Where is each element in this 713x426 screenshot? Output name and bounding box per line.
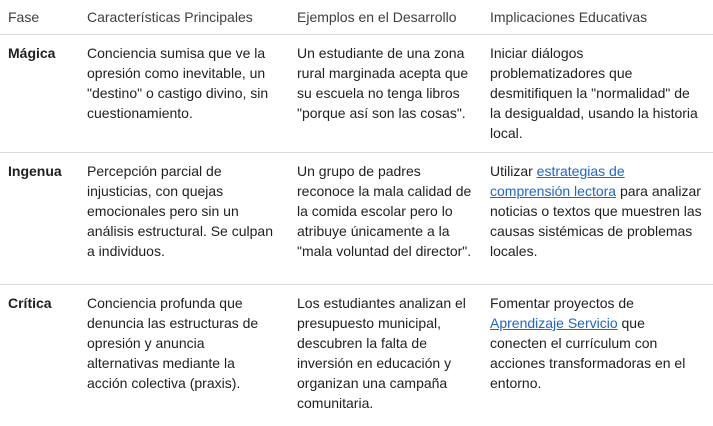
examples-cell: Un estudiante de una zona rural marginada acepta que su escuela no tenga libros "porque así son las cosas".	[297, 45, 469, 121]
header-caracteristicas: Características Principales	[87, 9, 253, 25]
characteristics-cell: Conciencia sumisa que ve la opresión como inevitable, un "destino" o castigo divino, sin cuestionamiento.	[87, 45, 269, 121]
phase-cell: Ingenua	[8, 163, 62, 179]
implications-cell: Iniciar diálogos problematizadores que desmitifiquen la "normalidad" de la desigualdad, usando la historia local.	[490, 45, 698, 141]
table-header-row	[0, 0, 713, 35]
table-row-magica	[0, 34, 713, 153]
phase-cell: Mágica	[8, 45, 56, 61]
characteristics-cell: Conciencia profunda que denuncia las estructuras de opresión y anuncia alternativas mediante la acción colectiva (praxis).	[87, 295, 259, 391]
examples-cell: Los estudiantes analizan el presupuesto municipal, descubren la falta de inversión en educación y organizan una campaña comunitaria.	[297, 295, 466, 411]
header-fase: Fase	[8, 9, 40, 25]
implications-text-before: Utilizar	[490, 163, 537, 179]
table-row-ingenua	[0, 152, 713, 285]
implications-text-after: para analizar noticias o textos que muestren las causas sistémicas de problemas locales.	[490, 183, 702, 259]
implications-text-before: Fomentar proyectos de	[490, 295, 634, 311]
reading-strategies-link[interactable]: estrategias de comprensión lectora	[490, 163, 625, 199]
phase-cell: Crítica	[8, 295, 52, 311]
implications-cell	[490, 161, 702, 261]
characteristics-cell: Percepción parcial de injusticias, con quejas emocionales pero sin un análisis estructural. Se culpan a individuos.	[87, 163, 273, 259]
implications-cell	[490, 293, 702, 393]
examples-cell: Un grupo de padres reconoce la mala calidad de la comida escolar pero lo atribuye únicamente a la "mala voluntad del director".	[297, 163, 472, 259]
header-implicaciones: Implicaciones Educativas	[490, 9, 648, 25]
table-row-critica	[0, 284, 713, 426]
implications-text-after: que conecten el currículum con acciones transformadoras en el entorno.	[490, 315, 686, 391]
header-ejemplos: Ejemplos en el Desarrollo	[297, 9, 457, 25]
service-learning-link[interactable]: Aprendizaje Servicio	[490, 315, 618, 331]
